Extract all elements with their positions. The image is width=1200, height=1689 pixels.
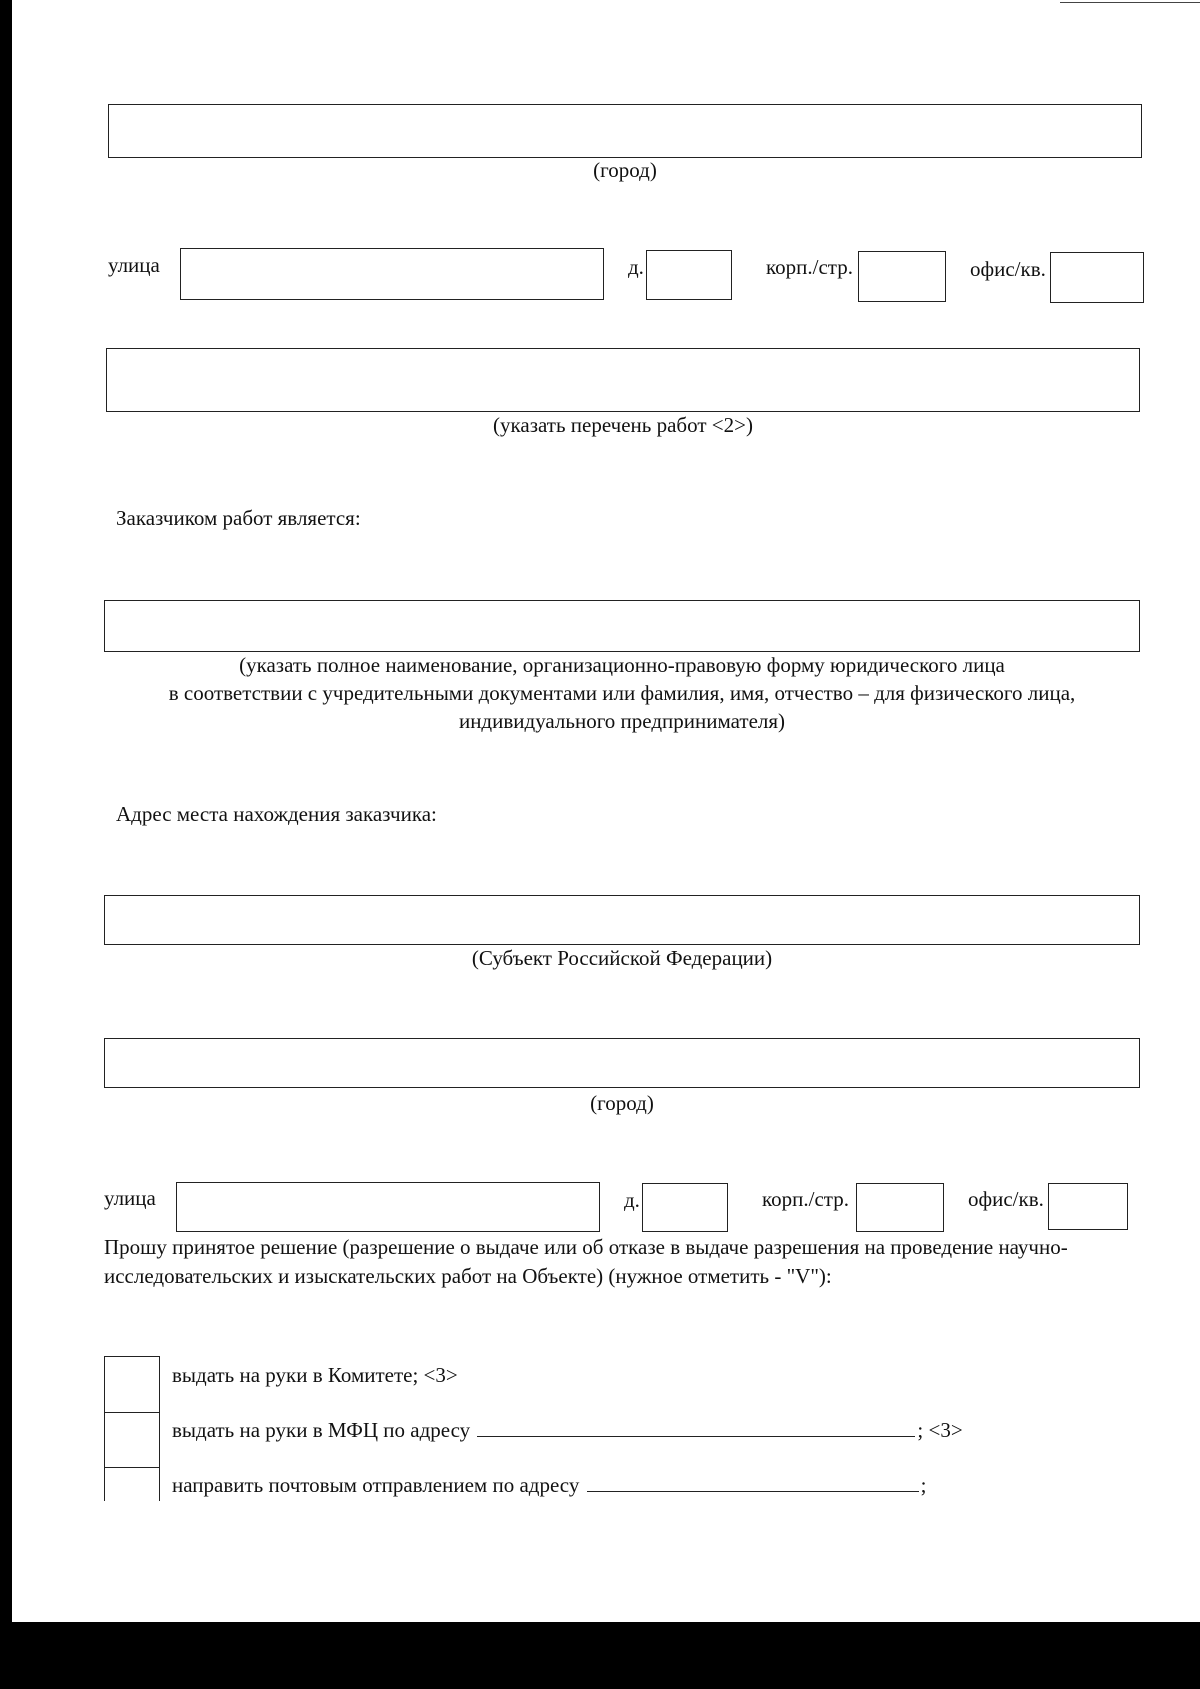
office-field[interactable]	[1050, 252, 1144, 303]
customer-street-label: улица	[104, 1186, 156, 1210]
region-caption: (Субъект Российской Федерации)	[471, 946, 773, 970]
option-label-committee	[172, 1362, 458, 1388]
customer-caption-line2: в соответствии с учредительными документами или фамилия, имя, отчество – для физического лица,	[168, 681, 1076, 705]
customer-name-field[interactable]	[104, 600, 1140, 652]
option-text-mfc: выдать на руки в МФЦ по адресу	[172, 1418, 471, 1442]
building-label: корп./стр.	[766, 255, 853, 279]
customer-heading: Заказчиком работ является:	[116, 506, 361, 530]
scan-border-bottom	[0, 1622, 1200, 1689]
building-field[interactable]	[858, 251, 946, 302]
house-field[interactable]	[646, 250, 732, 300]
customer-office-label: офис/кв.	[968, 1187, 1044, 1211]
option-text-mail: направить почтовым отправлением по адресу	[172, 1473, 580, 1497]
works-caption: (указать перечень работ <2>)	[493, 413, 753, 437]
option-checkbox-committee[interactable]	[104, 1356, 160, 1413]
customer-house-field[interactable]	[642, 1183, 728, 1232]
street-label: улица	[108, 253, 160, 277]
customer-city-caption: (город)	[590, 1091, 654, 1115]
option-suffix-mail: ;	[920, 1473, 927, 1497]
works-field[interactable]	[106, 348, 1140, 412]
mfc-address-line[interactable]	[477, 1418, 915, 1437]
option-text-committee: выдать на руки в Комитете; <3>	[172, 1363, 458, 1387]
option-label-mail	[172, 1472, 926, 1498]
customer-office-field[interactable]	[1048, 1183, 1128, 1230]
request-line-1: Прошу принятое решение (разрешение о выдаче или об отказе в выдаче разрешения на проведение научно-	[104, 1235, 1068, 1259]
customer-street-field[interactable]	[176, 1182, 600, 1232]
option-checkbox-mail[interactable]	[104, 1467, 160, 1501]
option-checkbox-mfc[interactable]	[104, 1411, 160, 1468]
option-label-mfc	[172, 1417, 963, 1443]
customer-city-field[interactable]	[104, 1038, 1140, 1088]
request-line-2: исследовательских и изыскательских работ на Объекте) (нужное отметить - "V"):	[104, 1264, 832, 1288]
customer-caption-line3: индивидуального предпринимателя)	[458, 709, 786, 733]
city-caption: (город)	[593, 158, 657, 182]
house-label: д.	[628, 255, 644, 279]
scan-border-left	[0, 0, 12, 1689]
customer-house-label: д.	[624, 1188, 640, 1212]
city-field[interactable]	[108, 104, 1142, 158]
customer-building-field[interactable]	[856, 1183, 944, 1232]
mail-address-line[interactable]	[587, 1473, 919, 1492]
office-label: офис/кв.	[970, 257, 1046, 281]
customer-building-label: корп./стр.	[762, 1187, 849, 1211]
street-field[interactable]	[180, 248, 604, 300]
option-suffix-mfc: ; <3>	[917, 1418, 963, 1442]
customer-caption-line1: (указать полное наименование, организационно-правовую форму юридического лица	[239, 653, 1005, 677]
region-field[interactable]	[104, 895, 1140, 945]
customer-address-heading: Адрес места нахождения заказчика:	[116, 802, 437, 826]
scan-artifact-line	[1060, 2, 1200, 3]
